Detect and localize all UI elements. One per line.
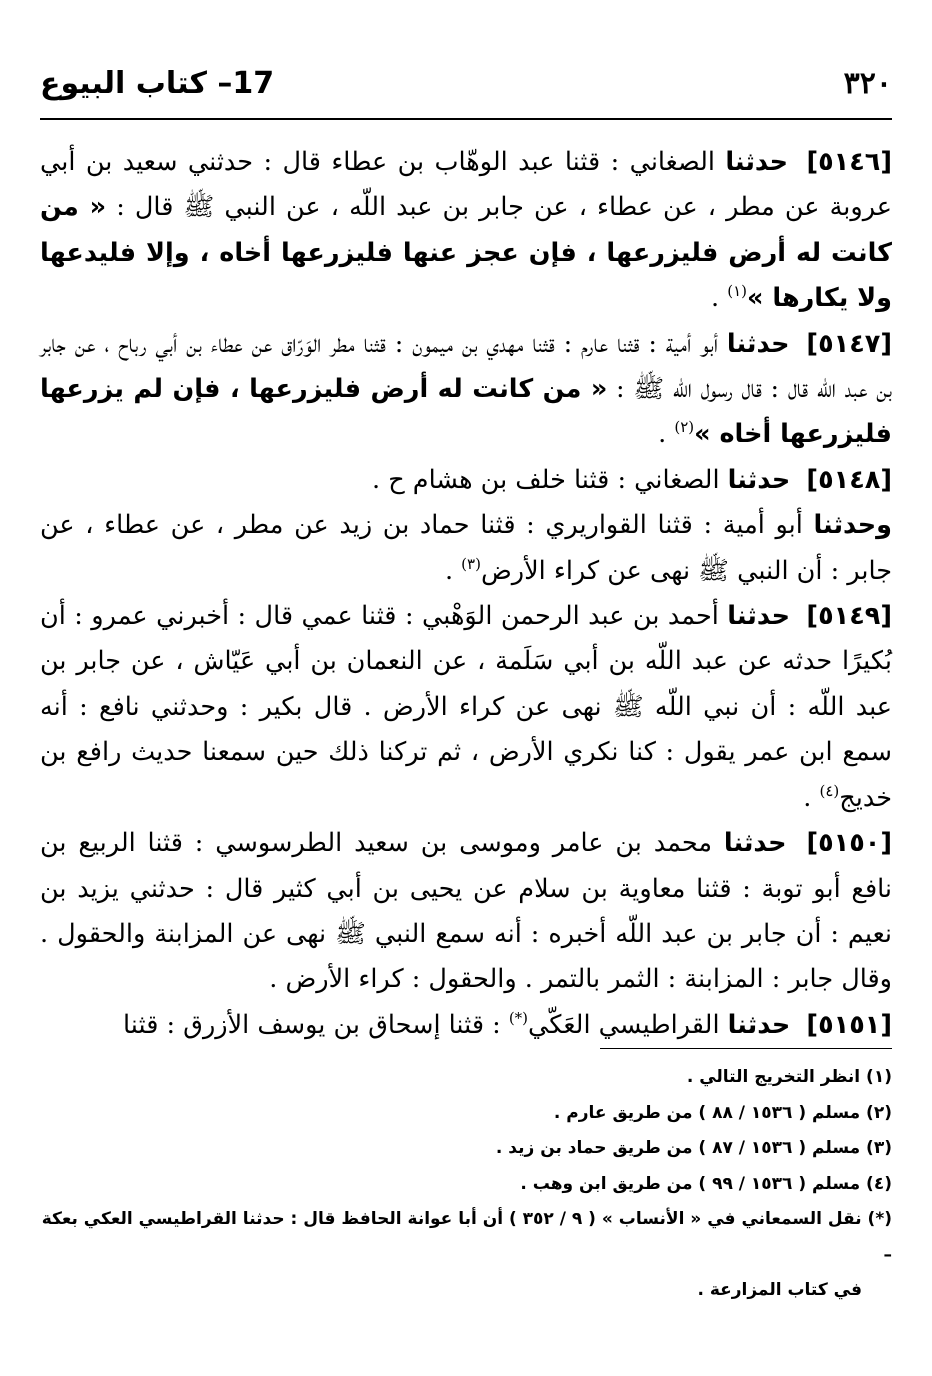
closing-text: . <box>711 283 720 314</box>
book-page <box>40 0 892 1376</box>
closing-text: : قثنا إسحاق بن يوسف الأزرق : قثنا <box>123 1009 501 1040</box>
hadith-5148 <box>40 458 892 503</box>
isnad-text: أحمد بن عبد الرحمن الوَهْبي : قثنا عمي قال : أخبرني عمرو : أن بُكيرًا حدثه عن عبد اللّه بن أبي سَلَمة ، عن النعمان بن أبي عَيّاش ، عن جابر بن عبد اللّه : أن نبي اللّه ﷺ نهى عن كراء الأرض . قال بكير : وحدثني نافع : أنه سمع ابن عمر يقول : كنا نكري الأرض ، ثم تركنا ذلك حين سمعنا حديث رافع بن خديج <box>40 601 892 813</box>
wahaddathana: وحدثنا <box>813 510 892 541</box>
footnote-1: (١) انظر التخريج التالي . <box>686 1067 892 1087</box>
haddathana: حدثنا <box>727 1009 791 1040</box>
isnad-text: الصغاني : قثنا عبد الوهّاب بن عطاء قال : حدثني سعيد بن أبي عروبة عن مطر ، عن عطاء ، عن جابر بن عبد اللّه ، عن النبي ﷺ قال : <box>40 147 892 223</box>
hadith-number: [٥١٤٩] <box>806 601 892 632</box>
footnote-separator <box>600 1048 892 1049</box>
isnad-text: محمد بن عامر وموسى بن سعيد الطرسوسي : قثنا الربيع بن نافع أبو توبة : قثنا معاوية بن سلام عن يحيى بن أبي كثير قال : حدثني يزيد بن نعيم : أن جابر بن عبد اللّه أخبره : أنه سمع النبي ﷺ نهى عن المزابنة والحقول . وقال جابر : المزابنة : الثمر بالتمر . والحقول : كراء الأرض . <box>40 828 892 995</box>
main-text <box>40 140 892 1048</box>
hadith-5147 <box>40 322 892 458</box>
hadith-number: [٥١٤٨] <box>806 464 892 495</box>
matn-text: « من كانت له أرض فليزرعها ، فإن لم يزرعها فليزرعها أخاه » <box>40 374 892 450</box>
footnote-ref[interactable]: (٣) <box>461 554 481 573</box>
footnote-star: (*) نقل السمعاني في « الأنساب » ( ٩ / ٣٥٢ ) أن أبا عوانة الحافظ قال : حدثنا القراطيسي العكي بعكة – <box>41 1209 892 1265</box>
matn-text: « من كانت له أرض فليزرعها ، فإن عجز عنها فليزرعها أخاه ، وإلا فليدعها ولا يكارها » <box>40 192 892 314</box>
footnote-ref[interactable]: (٢) <box>674 418 695 437</box>
haddathana: حدثنا <box>723 828 787 859</box>
haddathana: حدثنا <box>726 328 790 359</box>
hadith-5150 <box>40 821 892 1003</box>
footnote-ref[interactable]: (*) <box>508 1008 529 1027</box>
footnote-ref[interactable]: (٤) <box>819 781 840 800</box>
hadith-number: [٥١٥١] <box>806 1009 892 1040</box>
page-number: ٣٢٠ <box>843 66 892 101</box>
closing-text: . <box>803 782 812 813</box>
isnad-text: القراطيسي العَكّي <box>528 1009 720 1040</box>
hadith-5146 <box>40 140 892 322</box>
isnad-text: الصغاني : قثنا خلف بن هشام ح . <box>372 464 720 495</box>
isnad-text: أبو أمية : قثنا القواريري : قثنا حماد بن زيد عن مطر ، عن عطاء ، عن جابر : أن النبي ﷺ نهى عن كراء الأرض <box>40 510 892 586</box>
page-header <box>40 62 892 110</box>
hadith-5148-second-chain <box>40 503 892 594</box>
haddathana: حدثنا <box>725 147 789 177</box>
hadith-5149 <box>40 594 892 821</box>
running-title: 17– كتاب البيوع <box>40 66 275 101</box>
hadith-5151 <box>40 1003 892 1048</box>
closing-text: . <box>658 419 667 450</box>
haddathana: حدثنا <box>727 464 791 495</box>
closing-text: . <box>444 555 454 586</box>
hadith-number: [٥١٥٠] <box>806 828 893 859</box>
footnote-4: (٤) مسلم ( ١٥٣٦ / ٩٩ ) من طريق ابن وهب . <box>520 1173 892 1194</box>
footnote-star-continuation: في كتاب المزارعة . <box>697 1280 862 1300</box>
hadith-number: [٥١٤٦] <box>806 147 893 177</box>
footnote-2: (٢) مسلم ( ١٥٣٦ / ٨٨ ) من طريق عارم . <box>553 1102 892 1123</box>
hadith-number: [٥١٤٧] <box>806 328 892 359</box>
footnotes <box>40 1060 892 1309</box>
footnote-3: (٣) مسلم ( ١٥٣٦ / ٨٧ ) من طريق حماد بن زيد . <box>495 1138 892 1158</box>
footnote-ref[interactable]: (١) <box>727 282 748 301</box>
isnad-text: أبو أمية : قثنا عارم : قثنا مهدي بن ميمون : قثنا مطر الوَرّاق عن عطاء بن أبي رباح ، عن جابر بن عبد اللّه قال : قال رسول اللّه ﷺ : <box>40 328 892 405</box>
haddathana: حدثنا <box>727 601 790 632</box>
header-rule <box>40 118 892 120</box>
